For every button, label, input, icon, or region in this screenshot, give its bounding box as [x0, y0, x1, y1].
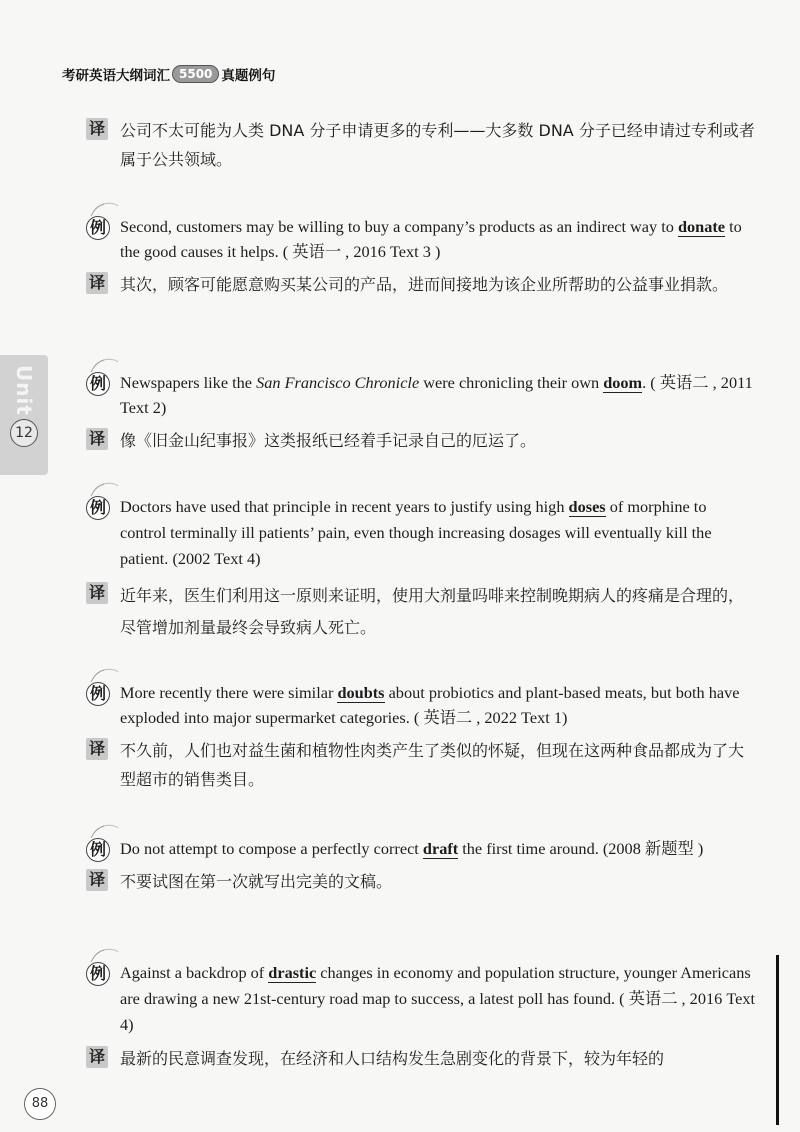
unit-number-badge: 12: [10, 419, 38, 447]
page-number: 88: [24, 1088, 56, 1120]
entry-5: [86, 836, 756, 896]
entry-3: [86, 494, 756, 644]
vocab-count-badge: 5500: [172, 65, 219, 83]
translation-tag: 译: [86, 118, 108, 140]
translation-tag: 译: [86, 869, 108, 891]
unit-label: Unit: [12, 365, 36, 416]
header-subtitle: 真题例句: [221, 68, 276, 84]
example-sentence: Against a backdrop of drastic changes in economy and population structure, younger Americans are drawing a new 21st-century road map to success, a latest poll has found. ( 英语二 , 2016 Text 4): [120, 963, 756, 1034]
example-tag: 例: [86, 216, 110, 240]
entry-1: [86, 214, 756, 299]
example-tag: 例: [86, 962, 110, 986]
translation-tag: 译: [86, 272, 108, 294]
translation-text: 不久前，人们也对益生菌和植物性肉类产生了类似的怀疑，但现在这两种食品都成为了大型超市的销售类目。: [120, 741, 745, 789]
example-sentence: More recently there were similar doubts about probiotics and plant-based meats, but both have exploded into major supermarket categories. ( 英语二 , 2022 Text 1): [120, 683, 740, 727]
header-title: 考研英语大纲词汇: [62, 68, 170, 84]
keyword: doom: [603, 373, 643, 392]
translation-text: 最新的民意调查发现，在经济和人口结构发生急剧变化的背景下，较为年轻的: [120, 1049, 665, 1068]
example-tag: 例: [86, 682, 110, 706]
translation-text: 其次，顾客可能愿意购买某公司的产品，进而间接地为该企业所帮助的公益事业捐款。: [120, 275, 729, 294]
translation-tag: 译: [86, 582, 108, 604]
translation-text: 近年来，医生们利用这一原则来证明，使用大剂量吗啡来控制晚期病人的疼痛是合理的，尽管增加剂量最终会导致病人死亡。: [120, 586, 745, 637]
translation-text: 不要试图在第一次就写出完美的文稿。: [120, 872, 393, 891]
keyword: donate: [677, 217, 726, 236]
keyword: draft: [422, 839, 459, 858]
page-header: [62, 64, 275, 84]
example-tag: 例: [86, 496, 110, 520]
example-sentence: Do not attempt to compose a perfectly correct draft the first time around. (2008 新题型 ): [120, 839, 704, 858]
unit-side-tab: [0, 355, 48, 475]
translation-tag: 译: [86, 1046, 108, 1068]
example-sentence: Doctors have used that principle in recent years to justify using high doses of morphine to control terminally ill patients’ pain, even though increasing dosages will eventually kill the patient. (2002 Text 4): [120, 497, 712, 568]
translation-tag: 译: [86, 738, 108, 760]
keyword: drastic: [268, 963, 317, 982]
translation-tag: 译: [86, 428, 108, 450]
entry-4: [86, 680, 756, 794]
entry-6: [86, 960, 756, 1073]
example-tag: 例: [86, 372, 110, 396]
entry-2: [86, 370, 756, 455]
translation-text: 像《旧金山纪事报》这类报纸已经着手记录自己的厄运了。: [120, 431, 537, 450]
example-sentence: Newspapers like the San Francisco Chronicle were chronicling their own doom. ( 英语二 , 2011 Text 2): [120, 373, 753, 417]
translation-text: 公司不太可能为人类 DNA 分子申请更多的专利——大多数 DNA 分子已经申请过专利或者属于公共领域。: [120, 121, 755, 169]
entry-0: [86, 116, 756, 174]
keyword: doubts: [337, 683, 385, 702]
example-tag: 例: [86, 838, 110, 862]
margin-rule: [776, 955, 779, 1125]
example-sentence: Second, customers may be willing to buy a company’s products as an indirect way to donate to the good causes it helps. ( 英语一 , 2016 Text 3 ): [120, 217, 742, 261]
keyword: doses: [568, 497, 606, 516]
